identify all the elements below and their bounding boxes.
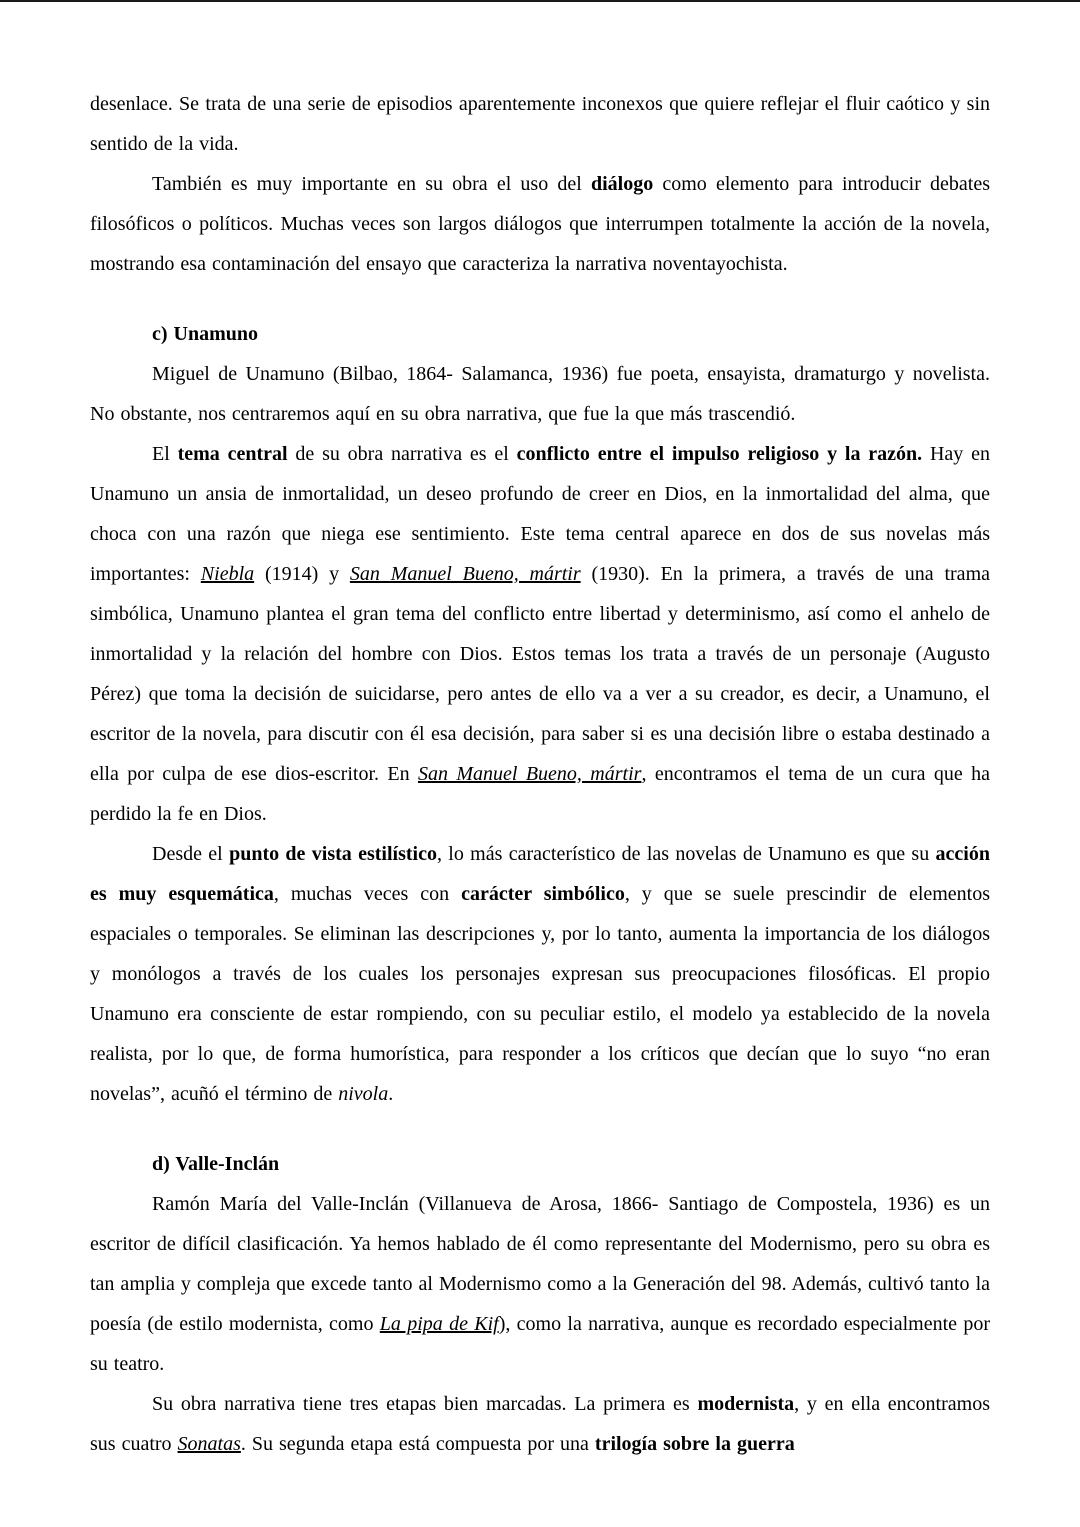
- text-run: El: [152, 443, 178, 465]
- text-run: Miguel de Unamuno (Bilbao, 1864- Salamanca, 1936) fue poeta, ensayista, dramaturgo y novelista. No obstante, nos centraremos aquí en su obra narrativa, que fue la que más trascendió.: [90, 363, 990, 425]
- text-run: .: [388, 1083, 394, 1105]
- paragraph: [90, 84, 990, 164]
- text-run: Desde el: [152, 843, 230, 865]
- emphasis-text: trilogía sobre la guerra: [594, 1433, 795, 1455]
- section-heading: [90, 314, 990, 354]
- paragraph: [90, 164, 990, 284]
- text-run: nivola: [338, 1083, 389, 1105]
- book-title: Sonatas: [177, 1433, 241, 1455]
- text-run: Su obra narrativa tiene tres etapas bien marcadas. La primera es: [152, 1393, 698, 1415]
- paragraph: [90, 1384, 990, 1464]
- text-run: como elemento para introducir debates filosóficos o políticos. Muchas veces son largos diálogos que interrumpen totalmente la acción de la novela, mostrando esa contaminación del ensayo que caracteriza la narrativa noventayochista.: [90, 173, 990, 275]
- paragraph: [90, 1184, 990, 1384]
- text-run: Ramón María del Valle-Inclán (Villanueva de Arosa, 1866- Santiago de Compostela, 1936) es un escritor de difícil clasificación. Ya hemos hablado de él como representante del Modernismo, pero su obra es tan amplia y compleja que excede tanto al Modernismo como a la Generación del 98. Además, cultivó tanto la poesía (de estilo modernista, como: [90, 1193, 990, 1335]
- book-title: La pipa de Kif: [379, 1313, 499, 1335]
- text-run: (1930). En la primera, a través de una trama simbólica, Unamuno plantea el gran tema del conflicto entre libertad y determinismo, así como el anhelo de inmortalidad y la relación del hombre con Dios. Estos temas los trata a través de un personaje (Augusto Pérez) que toma la decisión de suicidarse, pero antes de ello va a ver a su creador, es decir, a Unamuno, el escritor de la novela, para discutir con él esa decisión, para saber si es una decisión libre o estaba destinado a ella por culpa de ese dios-escritor. En: [90, 563, 990, 785]
- emphasis-text: c) Unamuno: [152, 323, 259, 345]
- text-run: , y que se suele prescindir de elementos espaciales o temporales. Se eliminan las descripciones y, por lo tanto, aumenta la importancia de los diálogos y monólogos a través de los cuales los personajes expresan sus preocupaciones filosóficas. El propio Unamuno era consciente de estar rompiendo, con su peculiar estilo, el modelo ya establecido de la novela realista, por lo que, de forma humorística, para responder a los críticos que decían que lo suyo “no eran novelas”, acuñó el término de: [90, 883, 991, 1105]
- document-body: [90, 84, 990, 1464]
- text-run: , lo más característico de las novelas de Unamuno es que su: [436, 843, 936, 865]
- text-run: (1914) y: [254, 563, 350, 585]
- text-run: de su obra narrativa es el: [287, 443, 517, 465]
- book-title: San Manuel Bueno, mártir: [349, 563, 581, 585]
- emphasis-text: modernista: [697, 1393, 795, 1415]
- text-run: , muchas veces con: [273, 883, 462, 905]
- text-run: . Su segunda etapa está compuesta por una: [240, 1433, 595, 1455]
- section-heading: [90, 1144, 990, 1184]
- book-title: Niebla: [200, 563, 255, 585]
- emphasis-text: conflicto entre el impulso religioso y la razón.: [516, 443, 923, 465]
- paragraph: [90, 354, 990, 434]
- text-run: , encontramos el tema de un cura que ha perdido la fe en Dios.: [90, 763, 990, 825]
- emphasis-text: tema central: [177, 443, 288, 465]
- text-run: ), como la narrativa, aunque es recordado especialmente por su teatro.: [90, 1313, 991, 1375]
- text-run: Hay en Unamuno un ansia de inmortalidad, un deseo profundo de creer en Dios, en la inmortalidad del alma, que choca con una razón que niega ese sentimiento. Este tema central aparece en dos de sus novelas más importantes:: [90, 443, 990, 585]
- emphasis-text: diálogo: [590, 173, 654, 195]
- paragraph: [90, 434, 990, 834]
- book-title: San Manuel Bueno, mártir: [417, 763, 642, 785]
- emphasis-text: carácter simbólico: [461, 883, 625, 905]
- text-run: , y en ella encontramos sus cuatro: [90, 1393, 990, 1455]
- text-run: También es muy importante en su obra el uso del: [152, 173, 591, 195]
- emphasis-text: d) Valle-Inclán: [152, 1153, 280, 1175]
- emphasis-text: acción es muy esquemática: [90, 843, 990, 905]
- text-run: desenlace. Se trata de una serie de episodios aparentemente inconexos que quiere reflejar el fluir caótico y sin sentido de la vida.: [90, 93, 990, 155]
- paragraph: [90, 834, 990, 1114]
- emphasis-text: punto de vista estilístico: [229, 843, 437, 865]
- page-top-border: [0, 0, 1080, 2]
